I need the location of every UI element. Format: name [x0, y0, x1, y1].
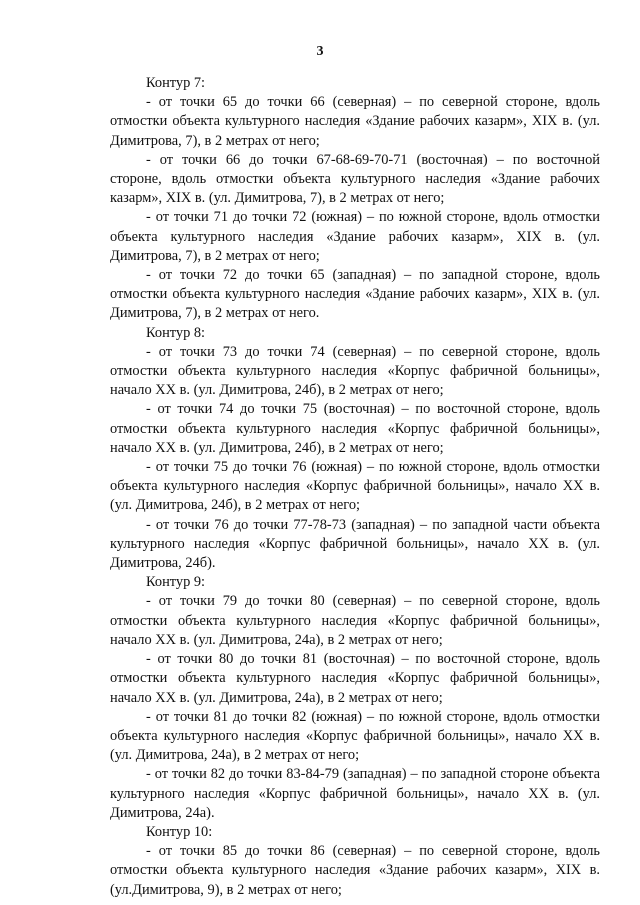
boundary-item: - от точки 72 до точки 65 (западная) – по западной стороне, вдоль отмостки объекта культурного наследия «Здание рабочих казарм», XIX в. (ул. Димитрова, 7), в 2 метрах от него.: [110, 267, 600, 322]
boundary-item: - от точки 85 до точки 86 (северная) – по северной стороне, вдоль отмостки объекта культурного наследия «Здание рабочих казарм», XIX в. (ул.Димитрова, 9), в 2 метрах от него;: [110, 843, 600, 898]
boundary-item: - от точки 74 до точки 75 (восточная) – по восточной стороне, вдоль отмостки объекта культурного наследия «Корпус фабричной больницы», начало XX в. (ул. Димитрова, 24б), в 2 метрах от него;: [110, 401, 600, 456]
boundary-item: - от точки 80 до точки 81 (восточная) – по восточной стороне, вдоль отмостки объекта культурного наследия «Корпус фабричной больницы», начало XX в. (ул. Димитрова, 24а), в 2 метрах от него;: [110, 651, 600, 706]
section-heading: Контур 7:: [146, 75, 206, 91]
section-heading: Контур 10:: [146, 823, 213, 840]
boundary-item: - от точки 81 до точки 82 (южная) – по южной стороне, вдоль отмостки объекта культурного наследия «Корпус фабричной больницы», начало XX в. (ул. Димитрова, 24а), в 2 метрах от него;: [110, 708, 600, 764]
boundary-item: - от точки 73 до точки 74 (северная) – по северной стороне, вдоль отмостки объекта культурного наследия «Корпус фабричной больницы», начало XX в. (ул. Димитрова, 24б), в 2 метрах от него;: [110, 343, 600, 399]
boundary-item: - от точки 76 до точки 77-78-73 (западная) – по западной части объекта культурного наследия «Корпус фабричной больницы», начало XX в. (ул. Димитрова, 24б).: [110, 516, 600, 572]
section-heading: Контур 8:: [146, 324, 206, 341]
boundary-item: - от точки 65 до точки 66 (северная) – по северной стороне, вдоль отмостки объекта культурного наследия «Здание рабочих казарм», XIX в. (ул. Димитрова, 7), в 2 метрах от него;: [110, 94, 600, 149]
boundary-item: - от точки 71 до точки 72 (южная) – по южной стороне, вдоль отмостки объекта культурного наследия «Здание рабочих казарм», XIX в. (ул. Димитрова, 7), в 2 метрах от него;: [110, 209, 600, 264]
section-contour-8: [110, 324, 600, 574]
document-body: [110, 74, 600, 900]
page-number: 3: [316, 44, 324, 59]
boundary-item: - от точки 75 до точки 76 (южная) – по южной стороне, вдоль отмостки объекта культурного наследия «Корпус фабричной больницы», начало XX в. (ул. Димитрова, 24б), в 2 метрах от него;: [110, 459, 600, 514]
section-heading: Контур 9:: [146, 574, 206, 591]
boundary-item: - от точки 79 до точки 80 (северная) – по северной стороне, вдоль отмостки объекта культурного наследия «Корпус фабричной больницы», начало XX в. (ул. Димитрова, 24а), в 2 метрах от него;: [110, 593, 600, 648]
boundary-item: - от точки 82 до точки 83-84-79 (западная) – по западной стороне объекта культурного наследия «Корпус фабричной больницы», начало XX в. (ул. Димитрова, 24а).: [110, 766, 600, 821]
section-contour-10: [110, 823, 600, 900]
boundary-item: - от точки 66 до точки 67-68-69-70-71 (восточная) – по восточной стороне, вдоль отмостки объекта культурного наследия «Здание рабочих казарм», XIX в. (ул. Димитрова, 7), в 2 метрах от него;: [110, 151, 600, 207]
section-contour-7: [110, 74, 600, 324]
section-contour-9: [110, 573, 600, 823]
